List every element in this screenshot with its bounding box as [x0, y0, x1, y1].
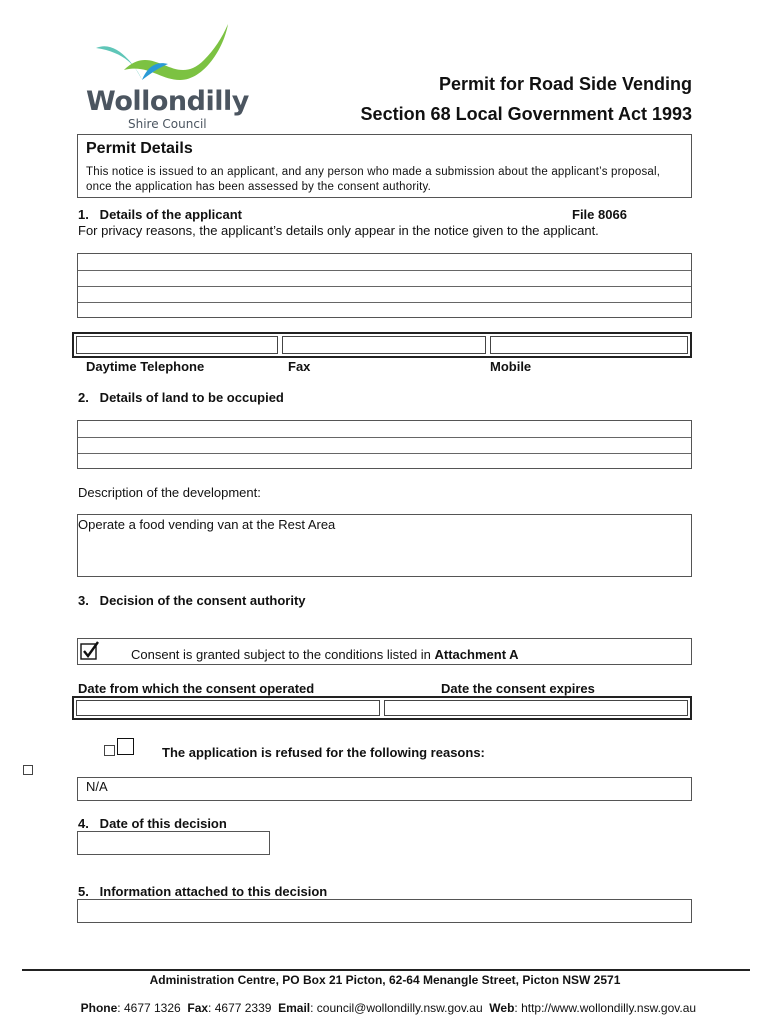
- logo-swoosh-icon: [84, 20, 244, 90]
- fax-label: Fax: [288, 359, 311, 374]
- description-label: Description of the development:: [78, 485, 261, 500]
- decision-date-field[interactable]: [77, 831, 270, 855]
- margin-checkbox-icon[interactable]: [23, 765, 33, 775]
- footer-phone-label: Phone: [80, 1001, 118, 1015]
- council-logo: [84, 20, 249, 132]
- refused-reasons-value: N/A: [86, 779, 108, 794]
- section1-heading: 1. Details of the applicant: [78, 207, 242, 222]
- page-subtitle: Section 68 Local Government Act 1993: [360, 104, 692, 124]
- daytime-telephone-field[interactable]: [76, 336, 278, 354]
- file-number: File 8066: [572, 207, 627, 222]
- footer-divider: [22, 969, 750, 971]
- footer-contact: [0, 987, 770, 1015]
- logo-name: Wollondilly: [86, 86, 249, 117]
- consent-granted-checkbox[interactable]: [80, 641, 100, 661]
- permit-details-box: [77, 134, 692, 198]
- date-from-label: Date from which the consent operated: [78, 681, 315, 696]
- footer-fax-label: Fax: [187, 1001, 209, 1015]
- privacy-note: For privacy reasons, the applicant’s details only appear in the notice given to the applicant.: [78, 223, 599, 238]
- divider: [78, 453, 691, 454]
- consent-dates-row: [72, 696, 692, 720]
- phone-fields-row: [72, 332, 692, 358]
- section5-heading: 5. Information attached to this decision: [78, 884, 328, 899]
- fax-field[interactable]: [282, 336, 486, 354]
- checked-checkbox-icon: [80, 641, 100, 661]
- footer-phone: : 4677 1326: [117, 1001, 188, 1015]
- consent-granted-label: Consent is granted subject to the conditions listed in: [131, 647, 435, 662]
- footer-email[interactable]: : council@wollondilly.nsw.gov.au: [310, 1001, 490, 1015]
- section2-heading: 2. Details of land to be occupied: [78, 390, 284, 405]
- logo-subtitle: Shire Council: [128, 117, 207, 131]
- footer-address: Administration Centre, PO Box 21 Picton, 62-64 Menangle Street, Picton NSW 2571: [149, 973, 621, 987]
- divider: [78, 286, 691, 287]
- date-expires-field[interactable]: [384, 700, 688, 716]
- divider: [78, 302, 691, 303]
- description-field[interactable]: [77, 514, 692, 577]
- refused-text: The application is refused for the following reasons:: [162, 745, 485, 760]
- footer-web[interactable]: : http://www.wollondilly.nsw.gov.au: [514, 1001, 697, 1015]
- divider: [78, 270, 691, 271]
- land-details-box[interactable]: [77, 420, 692, 469]
- divider: [78, 437, 691, 438]
- daytime-telephone-label: Daytime Telephone: [86, 359, 205, 374]
- permit-details-text: This notice is issued to an applicant, and any person who made a submission about the applicant’s proposal, once the application has been assessed by the consent authority.: [86, 166, 661, 193]
- small-checkbox-icon[interactable]: [104, 745, 115, 756]
- mobile-label: Mobile: [490, 359, 532, 374]
- consent-granted-text: [131, 647, 519, 662]
- footer-fax: : 4677 2339: [208, 1001, 279, 1015]
- page-title: Permit for Road Side Vending: [438, 74, 692, 94]
- consent-granted-row: [77, 638, 692, 665]
- attached-info-field[interactable]: [77, 899, 692, 923]
- permit-details-heading: Permit Details: [86, 140, 193, 157]
- date-from-field[interactable]: [76, 700, 380, 716]
- attachment-a-label: Attachment A: [434, 647, 519, 662]
- footer-web-label: Web: [489, 1001, 515, 1015]
- mobile-field[interactable]: [490, 336, 688, 354]
- description-value: Operate a food vending van at the Rest Area: [78, 517, 336, 532]
- section3-heading: 3. Decision of the consent authority: [78, 593, 306, 608]
- date-expires-label: Date the consent expires: [441, 681, 595, 696]
- applicant-details-box[interactable]: [77, 253, 692, 318]
- section4-heading: 4. Date of this decision: [78, 816, 227, 831]
- refused-reasons-field[interactable]: [77, 777, 692, 801]
- refused-checkbox[interactable]: [117, 738, 134, 755]
- footer-email-label: Email: [278, 1001, 311, 1015]
